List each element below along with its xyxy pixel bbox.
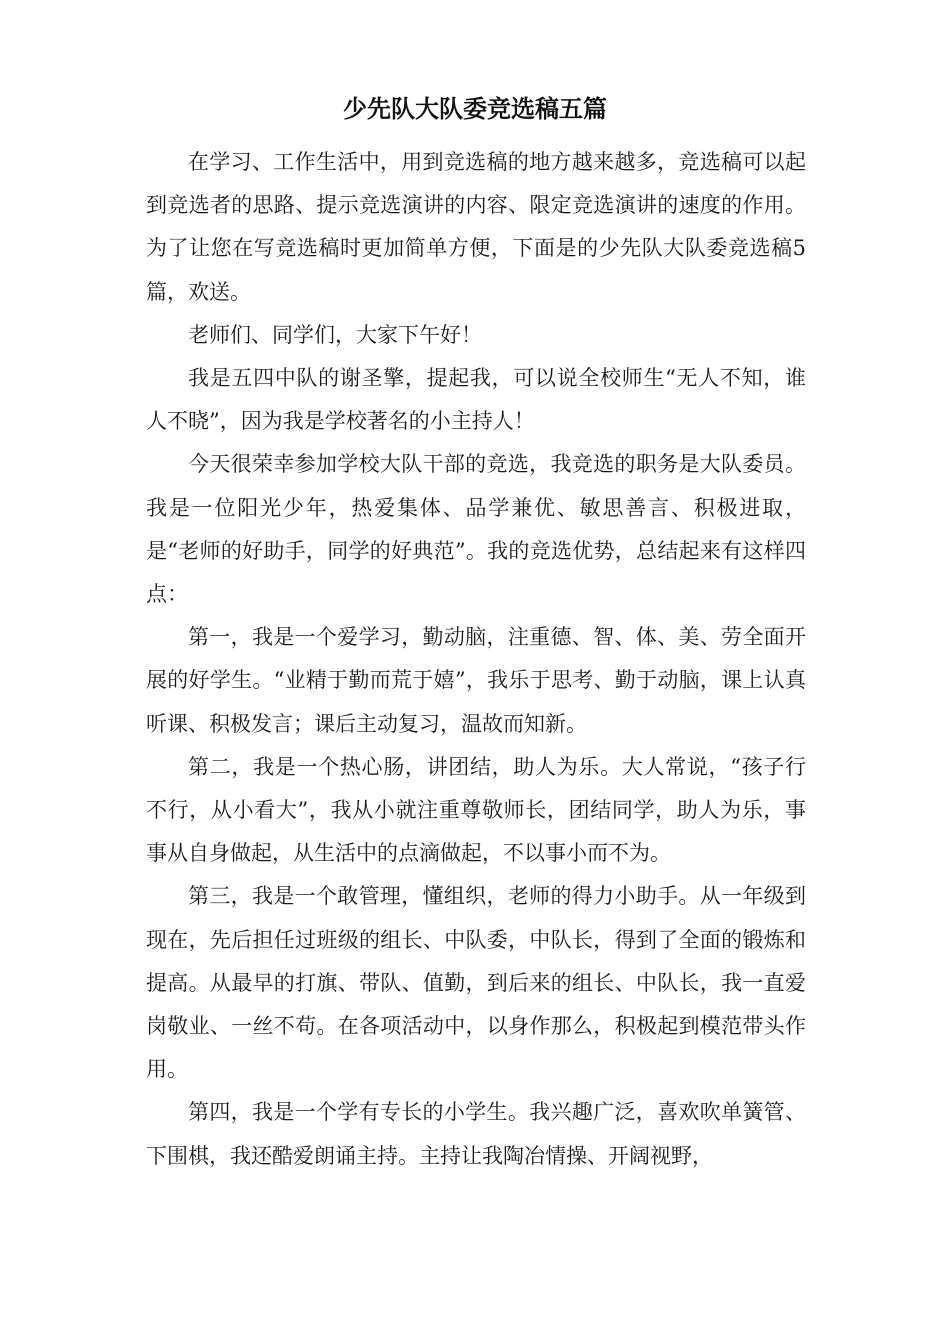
paragraph-point-2: 第二，我是一个热心肠，讲团结，助人为乐。大人常说，“孩子行不行，从小看大”，我从小就注重尊敬师长，团结同学，助人为乐，事事从自身做起，从生活中的点滴做起，不以事小而不为。 [146,754,806,866]
paragraph-point-4: 第四，我是一个学有专长的小学生。我兴趣广泛，喜欢吹单簧管、下围棋，我还酷爱朗诵主持。主持让我陶冶情操、开阔视野， [146,1100,806,1168]
paragraph-point-1: 第一，我是一个爱学习，勤动脑，注重德、智、体、美、劳全面开展的好学生。“业精于勤而荒于嬉”，我乐于思考、勤于动脑，课上认真听课、积极发言；课后主动复习，温故而知新。 [146,625,806,736]
document-title: 少先队大队委竞选稿五篇 [343,94,607,123]
paragraph-intro: 在学习、工作生活中，用到竞选稿的地方越来越多，竞选稿可以起到竞选者的思路、提示竞选演讲的内容、限定竞选演讲的速度的作用。为了让您在写竞选稿时更加简单方便，下面是的少先队大队委竞选稿5篇，欢送。 [146,150,806,304]
paragraph-position: 今天很荣幸参加学校大队干部的竞选，我竞选的职务是大队委员。我是一位阳光少年，热爱集体、品学兼优、敏思善言、积极进取，是“老师的好助手，同学的好典范”。我的竞选优势，总结起来有这样四点： [146,452,806,607]
paragraph-greeting: 老师们、同学们，大家下午好！ [188,322,482,347]
paragraph-self-intro: 我是五四中队的谢圣擎，提起我，可以说全校师生“无人不知，谁人不晓”，因为我是学校著名的小主持人！ [146,366,806,434]
paragraph-point-3: 第三，我是一个敢管理，懂组织，老师的得力小助手。从一年级到现在，先后担任过班级的组长、中队委，中队长，得到了全面的锻炼和提高。从最早的打旗、带队、值勤，到后来的组长、中队长，我一直爱岗敬业、一丝不苟。在各项活动中，以身作那么，积极起到模范带头作用。 [146,884,806,1082]
document-body [146,141,806,1178]
